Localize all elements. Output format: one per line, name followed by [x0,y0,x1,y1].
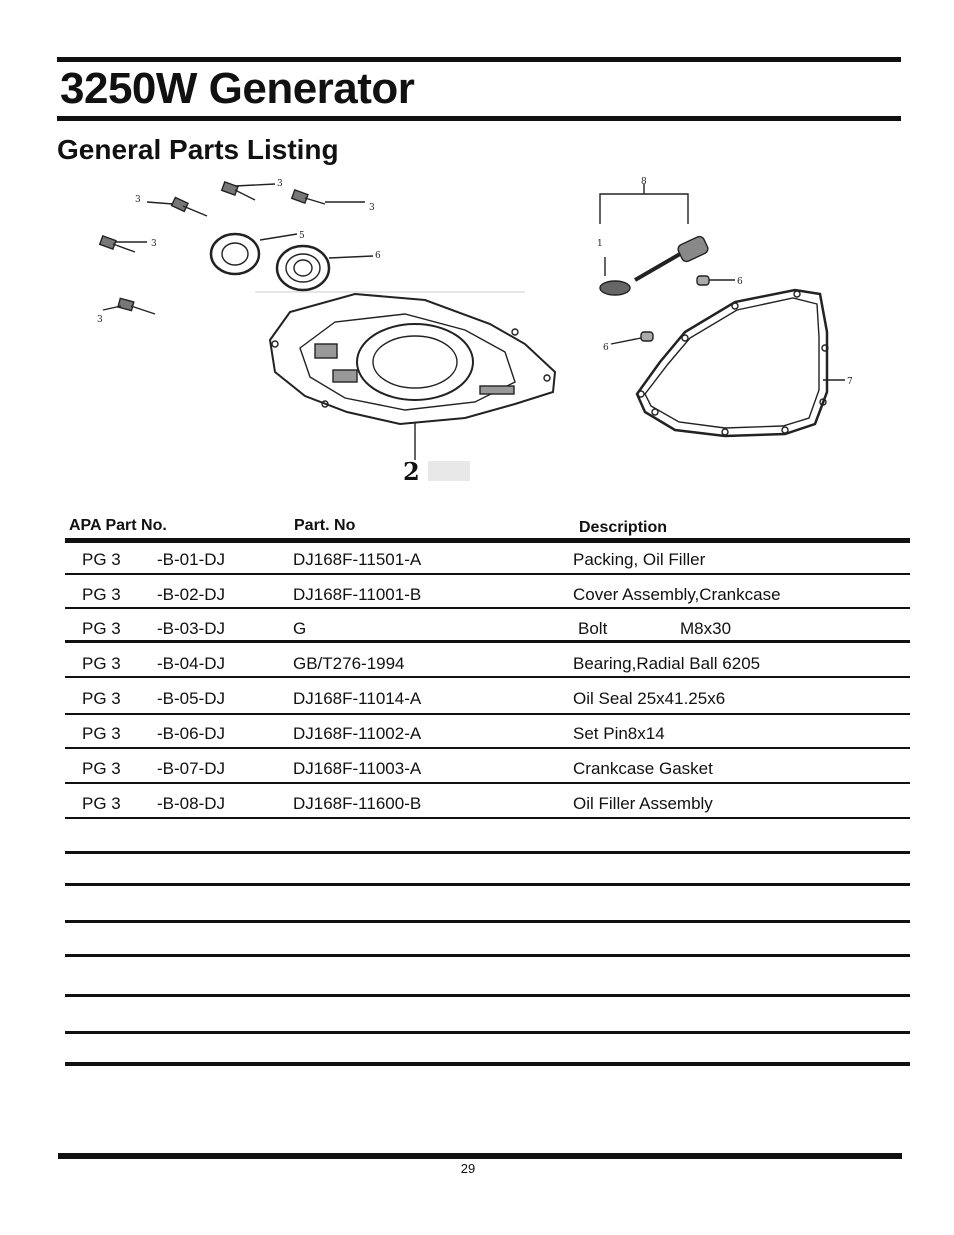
part-number: G [293,619,307,638]
row-divider [65,640,910,643]
bolt-part [147,197,207,216]
part-description: Bolt [578,619,608,638]
page-title: 3250W Generator [60,64,415,113]
callout-2: 2 [403,457,420,486]
part-description: Packing, Oil Filler [573,550,706,569]
apa-part-prefix: PG 3 [82,794,121,813]
apa-part-prefix: PG 3 [82,619,121,638]
part-description: Crankcase Gasket [573,759,713,778]
row-divider [65,747,910,749]
oil-filler-assembly-part [600,184,709,295]
empty-row-divider [65,1062,910,1066]
apa-part-prefix: PG 3 [82,550,121,569]
callout-6: 6 [375,251,381,261]
apa-part-suffix: -B-04-DJ [157,654,226,673]
part-number: DJ168F-11002-A [293,724,422,743]
part-number: DJ168F-11014-A [293,689,422,708]
empty-row-divider [65,851,910,854]
apa-part-suffix: -B-03-DJ [157,619,226,638]
apa-part-prefix: PG 3 [82,654,121,673]
part-description: Cover Assembly,Crankcase [573,585,781,604]
callout-8: 8 [641,177,647,187]
empty-row-divider [65,994,910,997]
apa-part-prefix: PG 3 [82,585,121,604]
page-number: 29 [460,1161,476,1176]
part-spec: M8x30 [680,619,732,638]
section-subtitle: General Parts Listing [57,134,339,165]
apa-part-suffix: -B-02-DJ [157,585,226,604]
part-description: Bearing,Radial Ball 6205 [573,654,761,673]
table-header-rule [65,538,910,543]
bolt-part [100,236,147,252]
row-divider [65,607,910,609]
column-header-description: Description [579,519,668,536]
part-number: DJ168F-11003-A [293,759,422,778]
callout-7: 7 [847,377,853,387]
empty-row-divider [65,920,910,923]
callout-3: 3 [151,239,157,249]
callout-6: 6 [737,277,743,287]
callout-6: 6 [603,343,609,353]
footer-rule [58,1153,902,1159]
empty-row-divider [65,954,910,957]
bolt-part [103,298,155,314]
apa-part-suffix: -B-01-DJ [157,550,226,569]
callout-2-highlight [428,461,470,481]
empty-row-divider [65,1031,910,1034]
callout-3: 3 [277,179,283,189]
callout-3: 3 [369,203,375,213]
parts-diagram [85,172,865,492]
apa-part-suffix: -B-05-DJ [157,689,226,708]
callout-3: 3 [135,195,141,205]
callout-1: 1 [597,239,603,249]
bolt-part [222,182,275,200]
part-description: Oil Filler Assembly [573,794,713,813]
bolt-part [292,190,365,204]
bearing-part [277,246,373,290]
row-divider [65,782,910,784]
row-divider [65,573,910,575]
title-underline-rule [57,116,901,121]
crankcase-gasket-part [637,290,845,436]
empty-row-divider [65,883,910,886]
part-number: DJ168F-11501-A [293,550,422,569]
row-divider [65,713,910,715]
part-description: Oil Seal 25x41.25x6 [573,689,726,708]
apa-part-prefix: PG 3 [82,689,121,708]
apa-part-prefix: PG 3 [82,724,121,743]
callout-5: 5 [299,231,305,241]
crankcase-cover-part [255,292,555,460]
part-number: DJ168F-11001-B [293,585,422,604]
apa-part-prefix: PG 3 [82,759,121,778]
apa-part-suffix: -B-07-DJ [157,759,226,778]
column-header-apa-part-no: APA Part No. [69,517,167,534]
row-divider [65,676,910,678]
apa-part-suffix: -B-08-DJ [157,794,226,813]
apa-part-suffix: -B-06-DJ [157,724,226,743]
callout-3: 3 [97,315,103,325]
part-number: DJ168F-11600-B [293,794,422,813]
part-description: Set Pin8x14 [573,724,665,743]
row-divider [65,817,910,819]
column-header-part-no: Part. No [294,517,356,534]
part-number: GB/T276-1994 [293,654,405,673]
